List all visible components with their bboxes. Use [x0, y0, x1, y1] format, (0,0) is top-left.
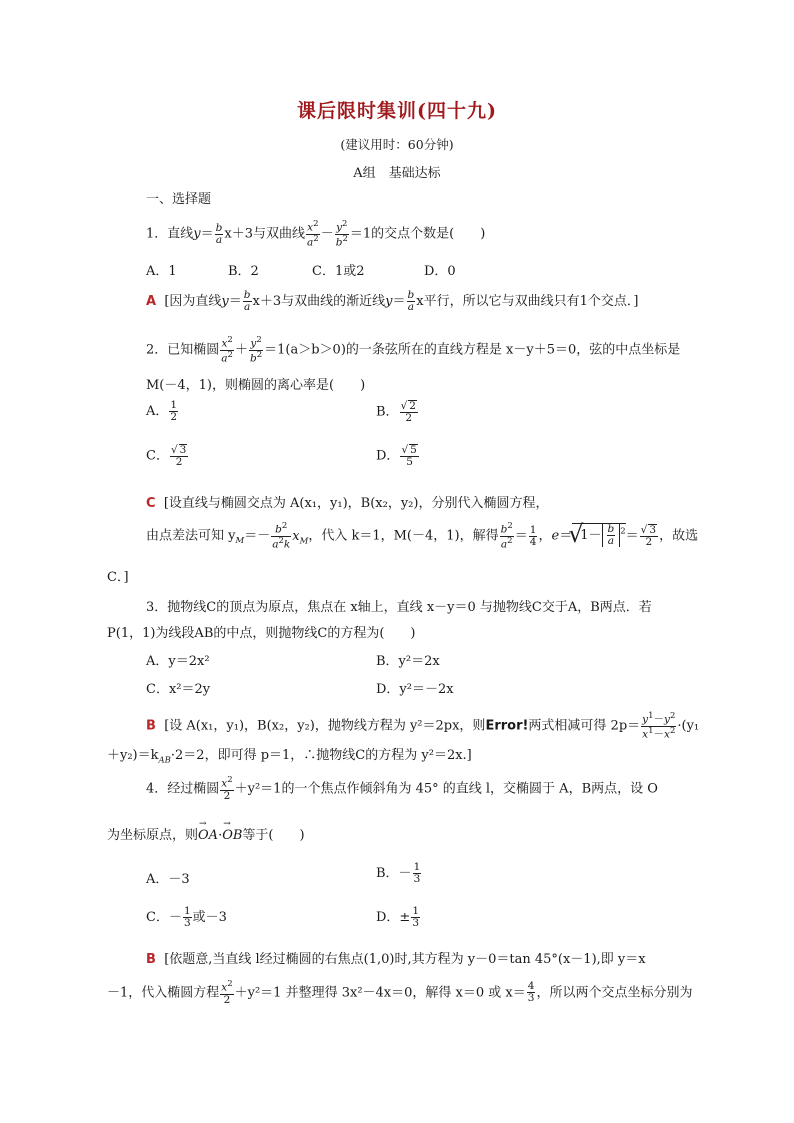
q1-stem: 1．直线y＝ $\frac{b}{a}$ x＋3与双曲线 $\frac{x^2}{a^2}$ － $\frac{y^2}{b^2}$ ＝1的交点个数是( )	[146, 219, 486, 249]
q3-stem-cont: P(1，1)为线段AB的中点，则抛物线C的方程为( )	[107, 626, 416, 641]
q4-explanation: B [依题意,当直线 l经过椭圆的右焦点(1,0)时,其方程为 y－0＝tan 45°(x－1),即 y＝x	[146, 952, 646, 967]
q3-explanation-cont: $+y_2)=k_{AB}\cdot 2=2$，即可得 p＝1，∴抛物线C的方程为 y²＝2x.]	[107, 748, 472, 766]
error-marker: Error!	[485, 718, 529, 734]
q1-answer: A	[146, 294, 157, 310]
q2-option-d: D． $\frac{√ 5}{5}$	[376, 444, 417, 469]
q2-stem: 2．已知椭圆 $\frac{x^2}{a^2}$ ＋ $\frac{y^2}{b^2}$ ＝1(a＞b＞0)的一条弦所在的直线方程是 x－y＋5＝0，弦的中点坐标是	[146, 335, 681, 365]
q2-option-b: B． $\frac{√ 2}{2}$	[376, 400, 416, 425]
q3-option-c: C．x²＝2y	[146, 682, 211, 697]
q2-explanation: C [设直线与椭圆交点为 A(x₁，y₁)，B(x₂，y₂)，分别代入椭圆方程，	[146, 496, 549, 511]
q3-answer: B	[146, 718, 156, 734]
q3-option-b: B．y²＝2x	[376, 654, 440, 669]
q3-stem: 3．抛物线C的顶点为原点，焦点在 x轴上，直线 x－y＝0 与抛物线C交于A，B两点．若	[146, 600, 652, 615]
page-title: 课后限时集训(四十九)	[297, 100, 497, 122]
q2-answer: C	[146, 496, 156, 511]
q2-explanation-cont: 由点差法可知 $y_M=-$ $\frac{b^2}{a^2k}$ $x_M$，代入 k＝1，M(－4，1)，解得 $\frac{b^2}{a^2}$ ＝ $\frac{1}{4}$ ，e＝√ 1－ $\frac{b}{a}$ $^2$＝ $\frac{√ 3}{2}$ ，故选	[146, 522, 698, 550]
q3-option-d: D．y²＝－2x	[376, 682, 454, 697]
q4-stem: 4．经过椭圆 $\frac{x^2}{2}$ ＋y²＝1的一个焦点作倾斜角为 45° 的直线 l，交椭圆于 A，B两点，设 O	[146, 775, 658, 802]
group-heading: A组 基础达标	[353, 166, 441, 181]
q4-option-c: C．－ $\frac{1}{3}$ 或－3	[146, 905, 227, 930]
q1-option-c: C．1或2	[312, 264, 365, 279]
q1-option-b: B．2	[228, 264, 259, 279]
q1-option-d: D．0	[424, 264, 456, 279]
q1-option-a: A．1	[146, 264, 177, 279]
q2-explanation-end: C．]	[107, 570, 129, 585]
time-note: (建议用时：60分钟)	[340, 137, 454, 152]
q3-option-a: A．y＝2x²	[146, 654, 210, 669]
q2-option-a: A． $\frac{1}{2}$	[146, 399, 178, 424]
q3-explanation: B [设 A(x₁，y₁)，B(x₂，y₂)，抛物线方程为 y²＝2px，则Error!两式相减可得 2p＝ $\frac{y^1-y^2}{x^1-x^2}$ ·(y₁	[146, 711, 700, 741]
section-heading: 一、选择题	[146, 192, 212, 207]
q4-option-d: D．± $\frac{1}{3}$	[376, 905, 420, 930]
q2-stem-cont: M(－4，1)，则椭圆的离心率是( )	[146, 378, 366, 393]
q1-explanation: A [因为直线y＝ $\frac{b}{a}$ x＋3与双曲线的渐近线y＝ $\frac{b}{a}$ x平行，所以它与双曲线只有1个交点．]	[146, 289, 639, 314]
q4-option-a: A．－3	[146, 872, 190, 887]
q4-option-b: B．－ $\frac{1}{3}$	[376, 861, 421, 886]
q4-explanation-cont: －1，代入椭圆方程 $\frac{x^2}{2}$ ＋y²＝1 并整理得 3x²－4x＝0，解得 x＝0 或 x＝ $\frac{4}{3}$ ，所以两个交点坐标分别为	[107, 979, 693, 1006]
q4-answer: B	[146, 952, 156, 967]
q2-option-c: C． $\frac{√ 3}{2}$	[146, 444, 187, 469]
q4-stem-cont: 为坐标原点，则→ OA·→ OB等于( )	[107, 824, 305, 843]
